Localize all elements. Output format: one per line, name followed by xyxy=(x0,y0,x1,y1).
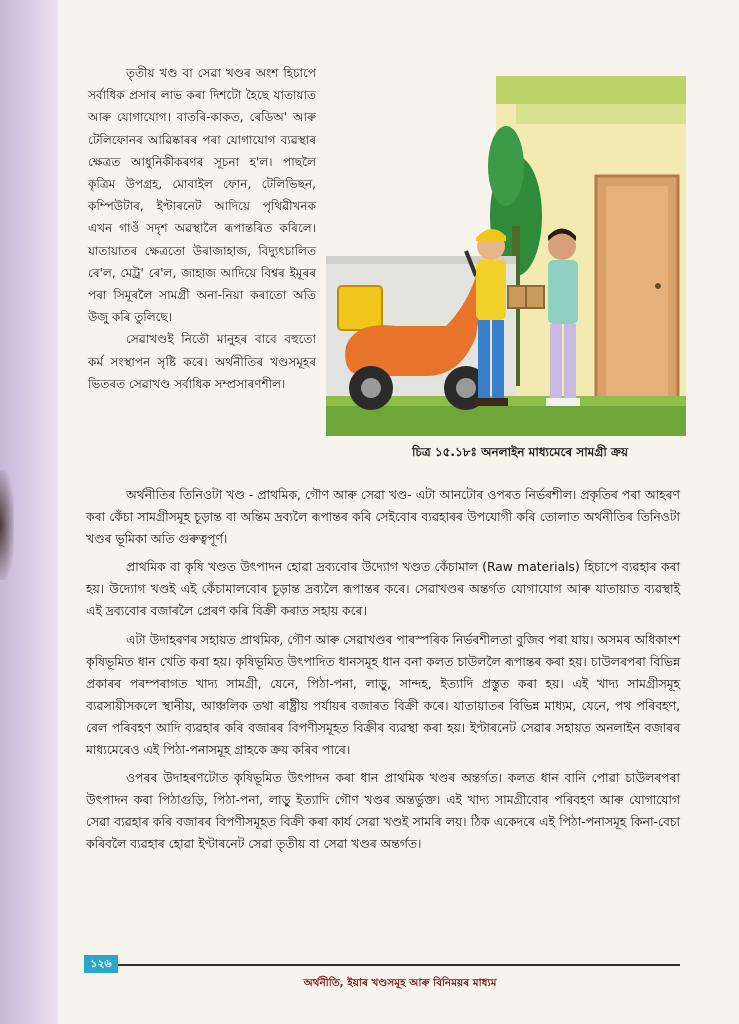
online-purchase-illustration xyxy=(326,76,686,436)
figure-caption: চিত্ৰ ১৫.১৮ঃ অনলাইন মাধ্যমেৰে সামগ্ৰী ক্ৰয় xyxy=(411,445,629,459)
paragraph: সেৱাখণ্ডই নিতৌ মানুহৰ বাবে বহুতো কৰ্ম সংস্থাপন সৃষ্টি কৰে। অৰ্থনীতিৰ খণ্ডসমূহৰ ভিতৰত সেৱাখণ্ড সৰ্বাধিক সম্প্ৰসাৰণশীল। xyxy=(88,332,316,391)
paragraph: ওপৰৰ উদাহৰণটোত কৃষিভূমিত উৎপাদন কৰা ধান প্ৰাথমিক খণ্ডৰ অন্তৰ্গত। কলত ধান বানি পোৱা চাউলৰপৰা উৎপাদন কৰা পিঠাগুড়ি, পিঠা-পনা, লাড়ু ইত্যাদি গৌণ খণ্ডৰ অন্তৰ্ভুক্ত। এই খাদ্য সামগ্ৰীবোৰ পৰিবহণ আৰু যোগাযোগ সেৱা ব্যৱহাৰ কৰি বজাৰৰ বিপণীসমূহত বিক্ৰী কৰা কাৰ্য সেৱা খণ্ডই সামৰি লয়। ঠিক একেদৰে এই পিঠা-পনাসমূহ কিনা-বেচা কৰিবলৈ ব্যৱহাৰ হোৱা ইণ্টাৰনেট সেৱা তৃতীয় বা সেৱা খণ্ডৰ অন্তৰ্গত। xyxy=(86,771,680,852)
paragraph: এটা উদাহৰণৰ সহায়ত প্ৰাথমিক, গৌণ আৰু সেৱাখণ্ডৰ পাৰস্পৰিক নিৰ্ভৰশীলতা বুজিব পৰা যায়। অসমৰ অধিকাংশ কৃষিভূমিত ধান খেতি কৰা হয়। কৃষিভূমিত উৎপাদিত ধানসমূহ ধান বনা কলত চাউললৈ ৰূপান্তৰ কৰা হয়। চাউলৰপৰা বিভিন্ন প্ৰকাৰৰ পৰম্পৰাগত খাদ্য সামগ্ৰী, যেনে, পিঠা-পনা, লাড়ু, সান্দহ, ইত্যাদি প্ৰস্তুত কৰা হয়। এই খাদ্য সামগ্ৰীসমূহ ব্যৱসায়ীসকলে স্থানীয়, আঞ্চলিক তথা ৰাষ্ট্ৰীয় পৰ্যায়ৰ বজাৰত বিক্ৰী কৰে। যাতায়াতৰ বিভিন্ন মাধ্যম, যেনে, পথ পৰিবহণ, ৰেল পৰিবহণ আদি ব্যৱহাৰ কৰি বজাৰৰ বিপণীসমূহত বিক্ৰীৰ ব্যৱস্থা কৰা হয়। ইণ্টাৰনেট সেৱাৰ সহায়ত অনলাইন বজাৰৰ মাধ্যমেৰেও এই পিঠা-পনাসমূহ গ্ৰাহকে ক্ৰয় কৰিব পাৰে। xyxy=(86,632,680,758)
running-footer-title: অৰ্থনীতি, ইয়াৰ খণ্ডসমূহ আৰু বিনিময়ৰ মাধ্যম xyxy=(303,977,497,989)
paragraph: তৃতীয় খণ্ড বা সেৱা খণ্ডৰ অংশ হিচাপে সৰ্বাধিক প্ৰসাৰ লাভ কৰা দিশটো হৈছে যাতায়াত আৰু যোগাযোগ। বাতৰি-কাকত, ৰেডিঅ' আৰু টেলিফোনৰ আৱিষ্কাৰৰ পৰা যোগাযোগ ব্যৱস্থাৰ ক্ষেত্ৰত আধুনিকীকৰণৰ সূচনা হ'ল। পাছলৈ কৃত্ৰিম উপগ্ৰহ, মোবাইল ফোন, টেলিভিছন, কম্পিউটাৰ, ইণ্টাৰনেট আদিয়ে পৃথিৱীখনক এখন গাওঁ সদৃশ অৱস্থালৈ ৰূপান্তৰিত কৰিলে। যাতায়াতৰ ক্ষেত্ৰতো উৰাজাহাজ, বিদ্যুৎচালিত ৰে'ল, মেট্ৰ' ৰে'ল, জাহাজ আদিয়ে বিশ্বৰ ইমূৰৰ পৰা সিমূৰলৈ সামগ্ৰী অনা-নিয়া কৰাতো অতি উজু কৰি তুলিছে। xyxy=(88,66,316,325)
main-body-text xyxy=(86,484,680,862)
side-column-text xyxy=(88,62,316,395)
paragraph: প্ৰাথমিক বা কৃষি খণ্ডত উৎপাদন হোৱা দ্ৰব্যবোৰ উদ্যোগ খণ্ডত কেঁচামাল (Raw materials) হিচাপে ব্যৱহাৰ কৰা হয়। উদ্যোগ খণ্ডই এই কেঁচামালবোৰ চূড়ান্ত দ্ৰব্যলৈ ৰূপান্তৰ কৰে। সেৱাখণ্ডৰ অন্তৰ্গত যোগাযোগ আৰু যাতায়াত ব্যৱস্থাই এই দ্ৰব্যবোৰ বজাৰলৈ প্ৰেৰণ কৰি বিক্ৰী কৰাত সহায় কৰে। xyxy=(86,560,680,619)
page-number: ১২৬ xyxy=(84,955,118,973)
delivery-scene-image xyxy=(326,76,686,436)
footer-divider xyxy=(84,964,680,966)
binding-shadow xyxy=(0,470,14,580)
paragraph: অৰ্থনীতিৰ তিনিওটা খণ্ড - প্ৰাথমিক, গৌণ আৰু সেৱা খণ্ড- এটা আনটোৰ ওপৰত নিৰ্ভৰশীল। প্ৰকৃতিৰ পৰা আহৰণ কৰা কেঁচা সামগ্ৰীসমূহ চূড়ান্ত বা অন্তিম দ্ৰব্যলৈ ৰূপান্তৰ কৰি সেইবোৰ ব্যৱহাৰৰ উপযোগী কৰি তোলাত অৰ্থনীতিৰ তিনিওটা খণ্ডৰ ভূমিকা অতি গুৰুত্বপূৰ্ণ। xyxy=(86,488,680,547)
